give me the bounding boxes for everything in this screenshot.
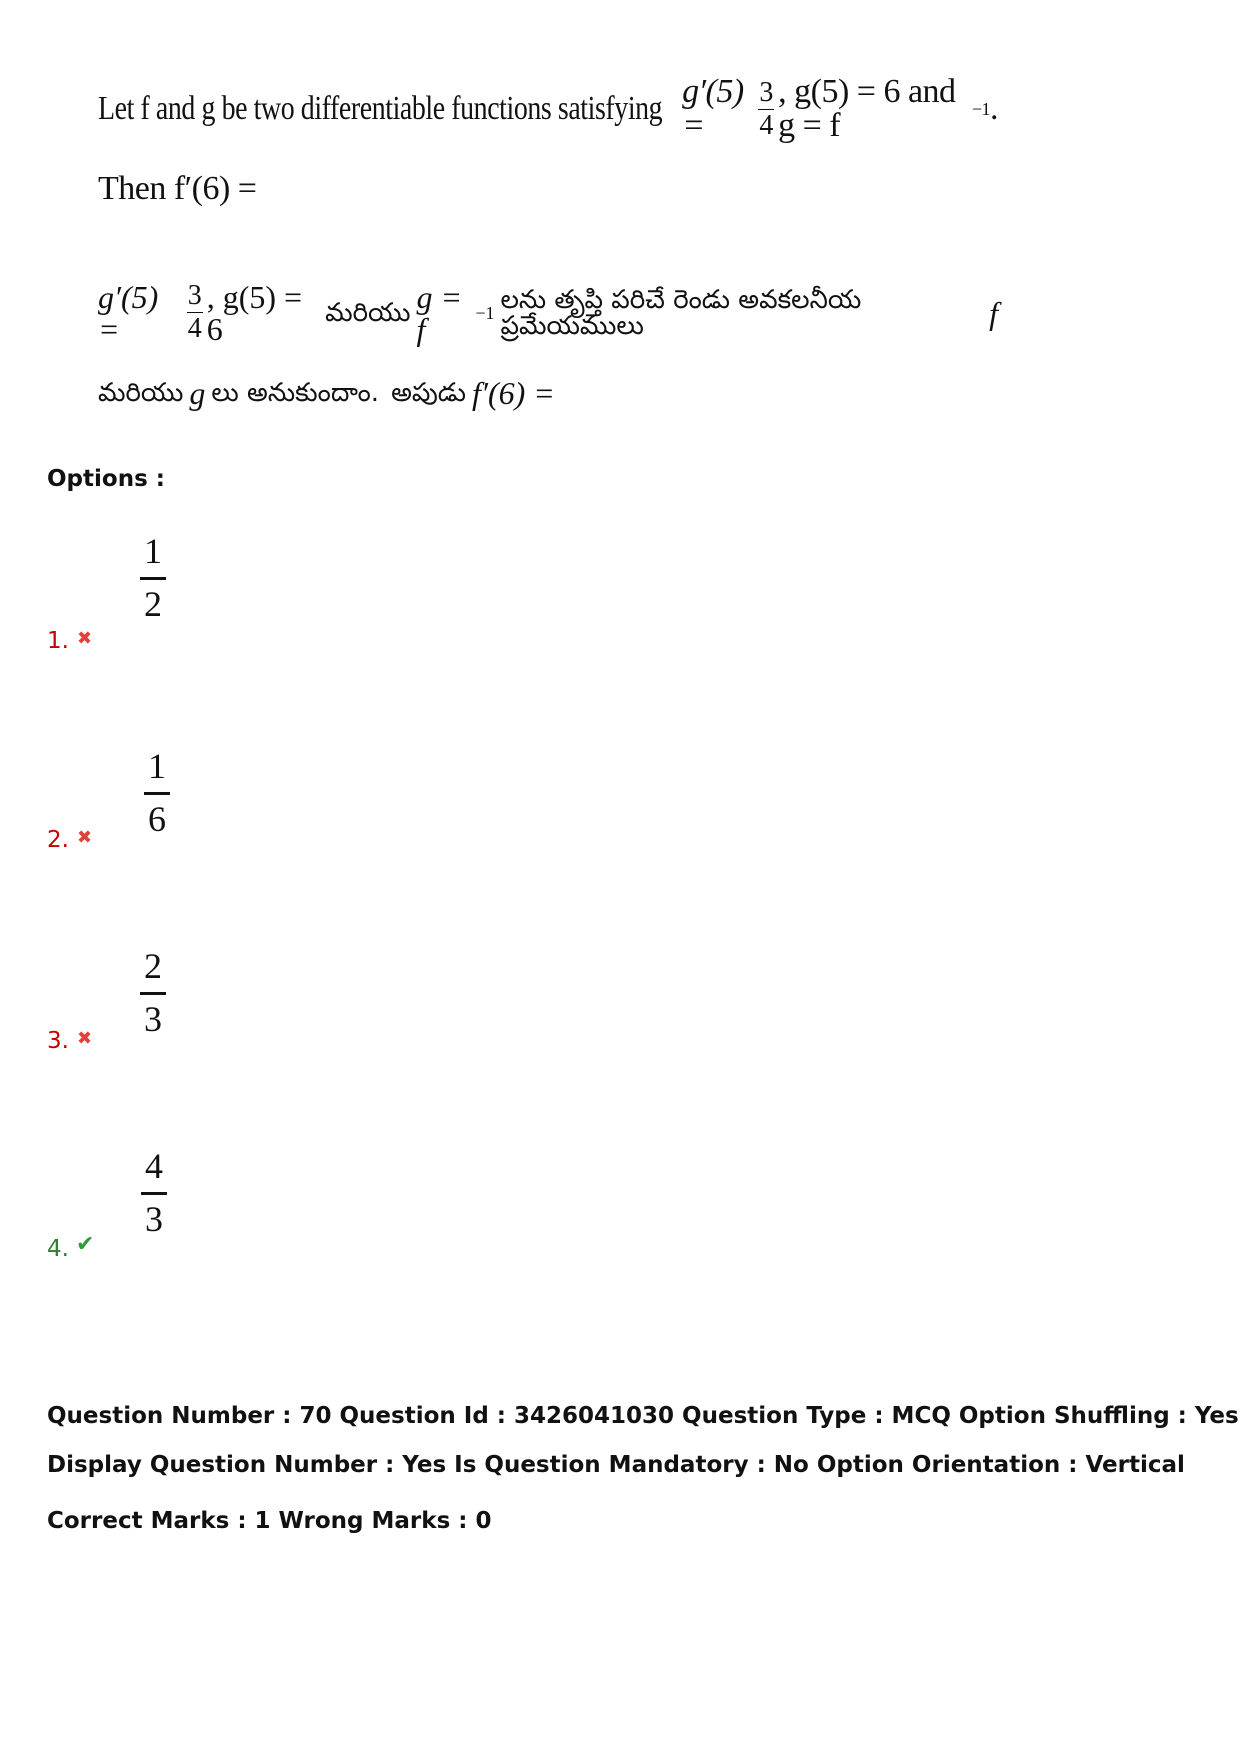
options-label: Options : (47, 466, 165, 492)
option-number: 4. (47, 1236, 69, 1262)
option-fraction: 1 6 (144, 748, 170, 837)
question-text: Let f and g be two differentiable functions satisfying (98, 90, 663, 127)
option-number: 1. (47, 628, 69, 654)
question-equation: g′(5) = $\frac{3}{4}$ , g(5) = 6 and g = f −1 . (682, 73, 998, 144)
question-telugu (98, 265, 998, 425)
question-meta-line2: Display Question Number : Yes Is Question Mandatory : No Option Orientation : Vertical (47, 1452, 1185, 1478)
option-fraction: 2 3 (140, 948, 166, 1037)
question-english-line1 (98, 64, 998, 154)
question-english-line2: Then f′(6) = (98, 170, 257, 207)
cross-icon: ✖ (77, 1028, 93, 1049)
cross-icon: ✖ (77, 628, 93, 649)
question-english (98, 64, 998, 224)
option-fraction: 4 3 (141, 1148, 167, 1237)
question-telugu-line2: మరియు g లు అనుకుందాం. అపుడు f′(6) = (98, 374, 555, 411)
inline-fraction: $\frac{3}{4}$ (187, 280, 202, 344)
question-meta-line3: Correct Marks : 1 Wrong Marks : 0 (47, 1508, 492, 1534)
cross-icon: ✖ (77, 827, 93, 848)
option-number: 2. (47, 827, 69, 853)
check-icon: ✔ (76, 1232, 95, 1257)
inline-fraction: $\frac{3}{4}$ (759, 76, 773, 141)
question-telugu-line1: g′(5) = $\frac{3}{4}$ , g(5) = 6 మరియు g = f −1 లను తృప్తి పరిచే రెండు అవకలనీయ ప్రమేయములు f (98, 278, 999, 347)
option-number: 3. (47, 1028, 69, 1054)
question-meta-line1: Question Number : 70 Question Id : 3426041030 Question Type : MCQ Option Shuffling : Yes (47, 1403, 1239, 1429)
option-fraction: 1 2 (140, 533, 166, 622)
